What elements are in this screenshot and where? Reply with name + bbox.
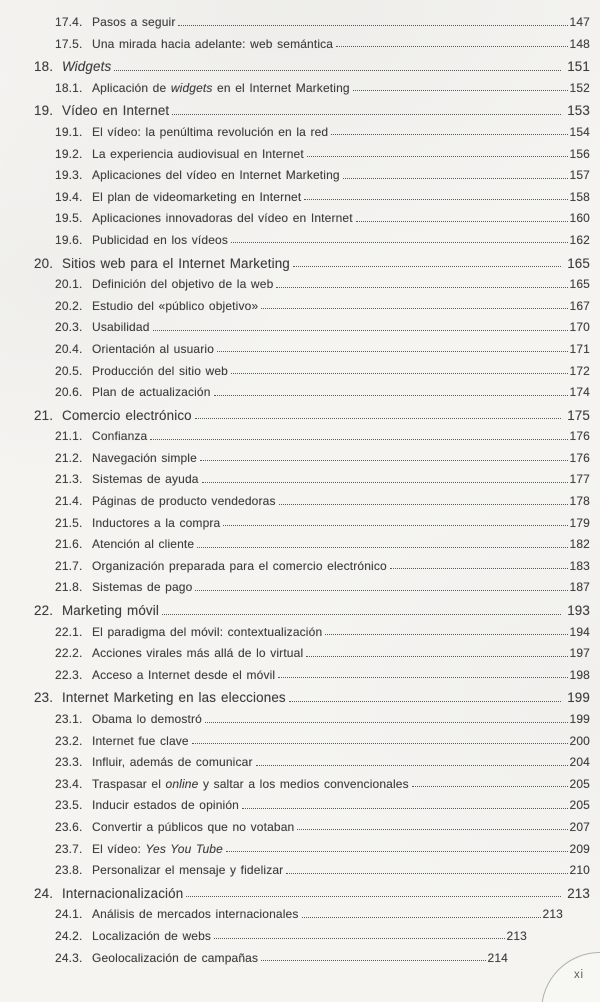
toc-entry-number: 18.1. xyxy=(55,80,83,95)
toc-entry-title: Inductores a la compra xyxy=(92,515,221,530)
toc-entry-page: 162 xyxy=(569,232,590,247)
toc-entry xyxy=(0,405,600,427)
toc-entry-page: 174 xyxy=(569,385,590,400)
toc-entry-page: 172 xyxy=(569,363,590,378)
toc-entry xyxy=(0,208,600,230)
toc-entry-title: Aplicaciones del vídeo en Internet Marketing xyxy=(92,168,340,183)
toc-entry-page: 157 xyxy=(569,168,590,183)
toc-entry-title: Vídeo en Internet xyxy=(62,103,170,119)
toc-entry-page: 210 xyxy=(569,863,590,878)
toc-entry-title: Geolocalización de campañas xyxy=(92,950,259,965)
toc-entry-number: 20.4. xyxy=(55,341,83,356)
toc-entry-number: 21.1. xyxy=(55,429,83,444)
toc-entry-number: 21.6. xyxy=(55,537,83,552)
toc-entry-title xyxy=(92,839,223,861)
toc-entry-number: 23.3. xyxy=(55,755,83,770)
toc-entry-number: 21.3. xyxy=(55,472,83,487)
toc-entry xyxy=(0,709,600,731)
toc-entry xyxy=(0,839,600,861)
toc-entry-number: 18. xyxy=(34,59,54,75)
toc-entry xyxy=(0,665,600,687)
toc-entry-number: 20.2. xyxy=(55,298,83,313)
toc-entry-page: 171 xyxy=(569,341,590,356)
toc-entry-page: 182 xyxy=(569,537,590,552)
toc-entry-title-part: El vídeo: xyxy=(92,841,146,856)
toc-entry-number: 19.6. xyxy=(55,232,83,247)
toc-entry-page: 148 xyxy=(569,36,590,51)
toc-list xyxy=(0,12,600,969)
toc-entry-title: El plan de videomarketing en Internet xyxy=(92,189,302,204)
toc-entry-number: 24.1. xyxy=(55,907,83,922)
toc-entry-number: 23.6. xyxy=(55,819,83,834)
toc-entry-page: 165 xyxy=(569,277,590,292)
toc-entry-number: 24.3. xyxy=(55,950,83,965)
toc-entry-page: 165 xyxy=(567,255,590,271)
toc-entry-title: Obama lo demostró xyxy=(92,712,202,726)
toc-entry-title-part: Widgets xyxy=(62,59,112,75)
toc-entry-page: 183 xyxy=(569,558,590,573)
toc-entry-title: Orientación al usuario xyxy=(92,341,215,356)
toc-entry xyxy=(0,144,600,166)
toc-entry xyxy=(0,600,600,622)
toc-entry-number: 23.8. xyxy=(55,863,83,878)
toc-entry-number: 21.4. xyxy=(55,494,83,509)
toc-entry-number: 23.2. xyxy=(55,733,83,748)
toc-entry-number: 23.5. xyxy=(55,798,83,813)
toc-entry-title xyxy=(62,56,111,78)
toc-entry-page: 214 xyxy=(487,950,508,965)
toc-entry-number: 21.7. xyxy=(55,558,83,573)
toc-entry-title: Inducir estados de opinión xyxy=(92,798,239,813)
toc-entry-number: 23.1. xyxy=(55,712,83,726)
toc-entry-title: Sistemas de pago xyxy=(92,580,193,595)
toc-entry-title: Estudio del «público objetivo» xyxy=(92,298,259,313)
toc-entry-number: 19. xyxy=(34,103,54,119)
toc-entry-page: 213 xyxy=(567,885,590,901)
toc-entry-page: 193 xyxy=(567,603,590,619)
toc-entry-number: 22. xyxy=(34,603,54,619)
toc-entry-page: 199 xyxy=(567,690,590,706)
toc-entry-title: Internet fue clave xyxy=(92,733,189,748)
toc-entry xyxy=(0,296,600,318)
toc-entry-title: Publicidad en los vídeos xyxy=(92,232,229,247)
toc-entry-page: 170 xyxy=(569,320,590,335)
toc-entry-title xyxy=(92,774,409,796)
toc-entry xyxy=(0,883,600,905)
toc-entry xyxy=(0,795,600,817)
toc-entry-number: 24.2. xyxy=(55,928,83,943)
toc-entry-title: Definición del objetivo de la web xyxy=(92,277,274,292)
toc-entry-page: 209 xyxy=(569,841,590,856)
toc-entry-page: 213 xyxy=(506,928,527,943)
toc-entry-title-part: widgets xyxy=(170,80,213,95)
toc-entry xyxy=(0,56,600,78)
toc-entry-number: 19.2. xyxy=(55,146,83,161)
toc-entry xyxy=(0,274,600,296)
toc-entry xyxy=(0,165,600,187)
toc-entry xyxy=(0,904,600,926)
toc-entry-number: 19.4. xyxy=(55,189,83,204)
toc-entry-number: 20.5. xyxy=(55,363,83,378)
toc-entry-number: 23.4. xyxy=(55,776,83,791)
toc-entry-page: 200 xyxy=(569,733,590,748)
toc-entry-title: Sistemas de ayuda xyxy=(92,472,199,487)
toc-entry-title: Usabilidad xyxy=(92,320,150,335)
toc-entry xyxy=(0,643,600,665)
toc-entry-number: 22.3. xyxy=(55,667,83,682)
toc-entry-page: 156 xyxy=(569,146,590,161)
toc-entry-title: Organización preparada para el comercio electrónico xyxy=(92,558,387,573)
toc-entry-page: 167 xyxy=(569,298,590,313)
toc-entry xyxy=(0,382,600,404)
toc-entry xyxy=(0,122,600,144)
toc-entry-page: 147 xyxy=(569,15,590,29)
toc-entry-title: Plan de actualización xyxy=(92,385,211,400)
toc-entry-title xyxy=(92,78,350,100)
toc-entry-title-part: online xyxy=(165,776,199,791)
toc-entry xyxy=(0,339,600,361)
toc-entry xyxy=(0,622,600,644)
toc-entry-number: 21.8. xyxy=(55,580,83,595)
toc-entry-number: 20.3. xyxy=(55,320,83,335)
toc-entry xyxy=(0,556,600,578)
toc-entry xyxy=(0,426,600,448)
toc-entry-title: Localización de webs xyxy=(92,928,212,943)
toc-entry-title: Navegación simple xyxy=(92,450,197,465)
toc-entry-page: 176 xyxy=(569,429,590,444)
toc-entry-page: 158 xyxy=(569,189,590,204)
toc-entry xyxy=(0,317,600,339)
toc-entry-title-part: Aplicación de xyxy=(92,80,171,95)
toc-entry-number: 20.1. xyxy=(55,277,83,292)
toc-entry xyxy=(0,491,600,513)
toc-entry-page: 187 xyxy=(569,580,590,595)
toc-entry-title: La experiencia audiovisual en Internet xyxy=(92,146,304,161)
toc-entry xyxy=(0,448,600,470)
toc-entry-title: Internet Marketing en las elecciones xyxy=(62,690,286,706)
toc-entry-number: 23.7. xyxy=(55,841,83,856)
page-number: xi xyxy=(574,969,584,981)
toc-entry-number: 19.3. xyxy=(55,168,83,183)
toc-entry-title: Análisis de mercados internacionales xyxy=(92,907,299,922)
toc-entry-page: 151 xyxy=(567,59,590,75)
toc-entry xyxy=(0,361,600,383)
toc-entry-number: 20. xyxy=(34,255,54,271)
toc-entry-title: Atención al cliente xyxy=(92,537,195,552)
toc-entry-page: 153 xyxy=(567,103,590,119)
toc-entry-number: 19.1. xyxy=(55,124,83,139)
toc-entry-title: Confianza xyxy=(92,429,148,444)
toc-entry-title-part: Yes You Tube xyxy=(145,841,223,856)
toc-entry xyxy=(0,948,600,970)
toc-entry-page: 179 xyxy=(569,515,590,530)
toc-entry-page: 160 xyxy=(569,211,590,226)
toc-entry-page: 175 xyxy=(567,407,590,423)
toc-entry-page: 199 xyxy=(569,712,590,726)
toc-entry-page: 194 xyxy=(569,624,590,639)
toc-entry xyxy=(0,534,600,556)
toc-entry-number: 17.4. xyxy=(55,15,83,29)
toc-entry-title-part: en el Internet Marketing xyxy=(212,80,350,95)
toc-entry xyxy=(0,513,600,535)
toc-entry-title: Comercio electrónico xyxy=(62,407,192,423)
toc-entry-title: Una mirada hacia adelante: web semántica xyxy=(92,36,334,51)
toc-entry-title: Influir, además de comunicar xyxy=(92,755,253,770)
toc-entry-page: 152 xyxy=(569,80,590,95)
toc-entry-page: 176 xyxy=(569,450,590,465)
toc-entry-page: 207 xyxy=(569,819,590,834)
toc-entry xyxy=(0,731,600,753)
toc-entry-number: 24. xyxy=(34,885,54,901)
toc-entry-title: Acciones virales más allá de lo virtual xyxy=(92,646,304,661)
toc-entry-number: 21. xyxy=(34,407,54,423)
toc-entry-number: 23. xyxy=(34,690,54,706)
toc-entry-page: 178 xyxy=(569,494,590,509)
toc-entry xyxy=(0,469,600,491)
toc-entry-title: Acceso a Internet desde el móvil xyxy=(92,667,276,682)
toc-entry xyxy=(0,187,600,209)
toc-entry xyxy=(0,687,600,709)
toc-entry-title: El paradigma del móvil: contextualización xyxy=(92,624,323,639)
toc-entry-page: 205 xyxy=(569,776,590,791)
toc-entry-title-part: y saltar a los medios convencionales xyxy=(198,776,409,791)
toc-entry-title: Pasos a seguir xyxy=(92,15,176,29)
toc-entry-title: Producción del sitio web xyxy=(92,363,229,378)
toc-entry-page: 213 xyxy=(542,907,563,922)
toc-entry-number: 22.2. xyxy=(55,646,83,661)
toc-entry xyxy=(0,34,600,56)
toc-entry-number: 17.5. xyxy=(55,36,83,51)
toc-entry-number: 21.5. xyxy=(55,515,83,530)
toc-entry-page: 177 xyxy=(569,472,590,487)
toc-entry xyxy=(0,774,600,796)
toc-entry xyxy=(0,253,600,275)
toc-entry-page: 154 xyxy=(569,124,590,139)
toc-entry xyxy=(0,100,600,122)
toc-entry xyxy=(0,577,600,599)
toc-entry-title: El vídeo: la penúltima revolución en la red xyxy=(92,124,329,139)
toc-entry-title: Personalizar el mensaje y fidelizar xyxy=(92,863,284,878)
toc-entry xyxy=(0,752,600,774)
toc-entry xyxy=(0,817,600,839)
toc-entry-number: 22.1. xyxy=(55,624,83,639)
toc-entry-title: Marketing móvil xyxy=(62,603,160,619)
toc-entry-page: 205 xyxy=(569,798,590,813)
toc-entry-title: Convertir a públicos que no votaban xyxy=(92,819,295,834)
toc-entry-number: 21.2. xyxy=(55,450,83,465)
toc-entry-title-part: Traspasar el xyxy=(92,776,166,791)
toc-entry-page: 198 xyxy=(569,667,590,682)
toc-entry xyxy=(0,860,600,882)
toc-entry-title: Páginas de producto vendedoras xyxy=(92,494,276,509)
toc-entry-title: Aplicaciones innovadoras del vídeo en Internet xyxy=(92,211,353,226)
toc-entry-page: 197 xyxy=(569,646,590,661)
toc-entry xyxy=(0,12,600,34)
toc-entry-page: 204 xyxy=(569,755,590,770)
toc-entry xyxy=(0,78,600,100)
toc-entry xyxy=(0,926,600,948)
toc-entry-number: 19.5. xyxy=(55,211,83,226)
toc-entry-number: 20.6. xyxy=(55,385,83,400)
toc-entry-title: Sitios web para el Internet Marketing xyxy=(62,255,290,271)
toc-entry-title: Internacionalización xyxy=(62,885,184,901)
toc-entry xyxy=(0,230,600,252)
